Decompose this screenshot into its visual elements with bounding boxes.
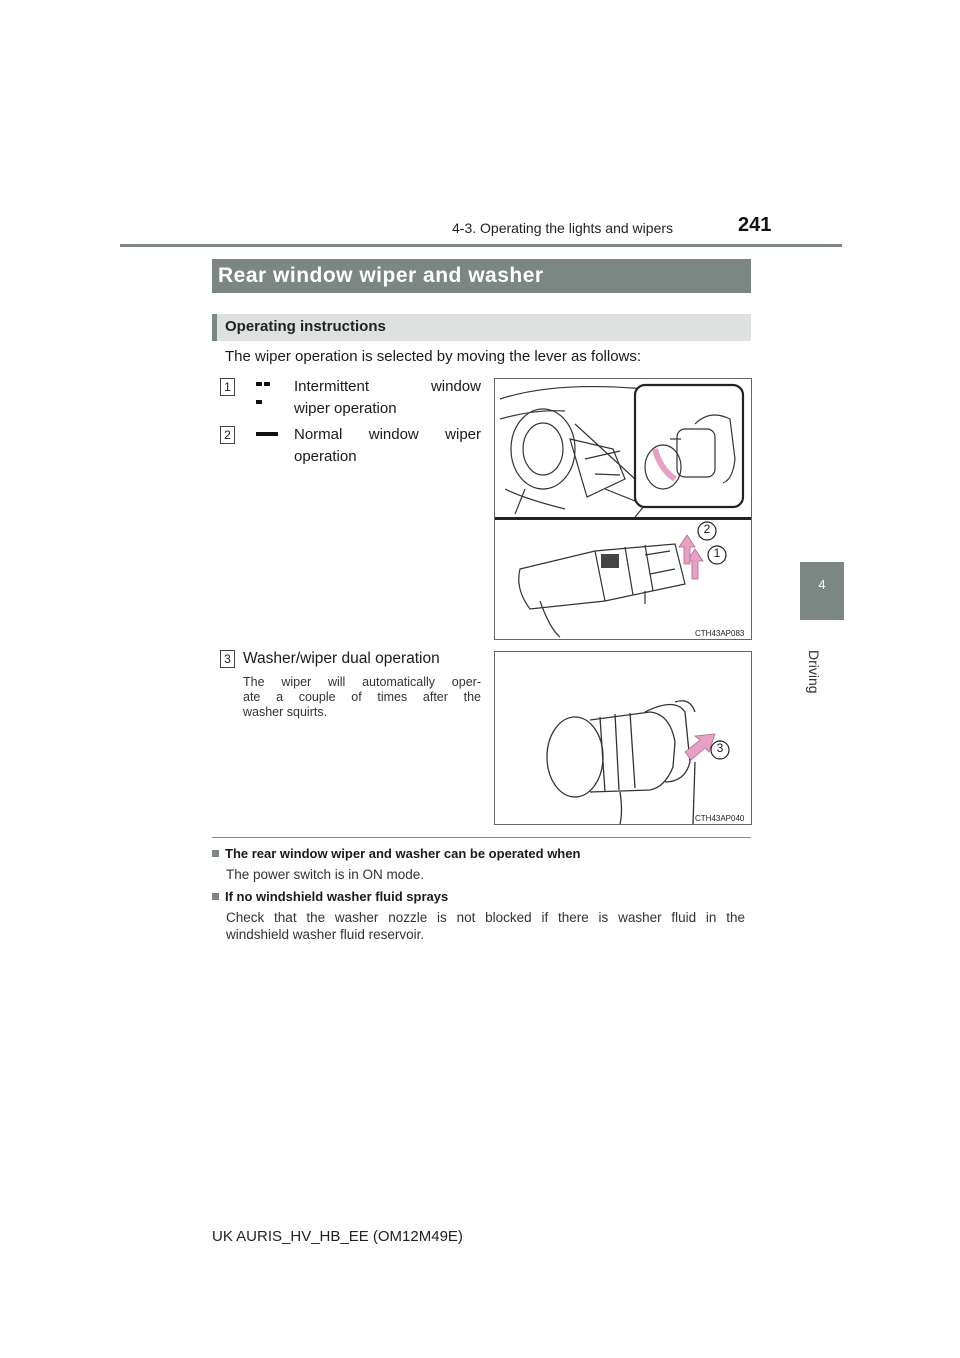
section-divider [212,837,751,838]
bullet-square-icon [212,850,219,857]
note-text-2-line1: Check that the washer nozzle is not blocked if there is washer fluid in the [226,910,745,925]
chapter-tab [800,562,844,620]
item-2-line1: Normal window wiper [294,426,481,443]
callout-1: 1 [713,546,721,560]
footer-model-code: UK AURIS_HV_HB_EE (OM12M49E) [212,1228,463,1245]
item-3-line1: Washer/wiper dual operation [243,650,440,667]
item-1-line1: Intermittent window [294,378,481,395]
item-3-note-line2: ate a couple of times after the [243,690,481,704]
bullet-square-icon [212,893,219,900]
item-3-note-line3: washer squirts. [243,705,328,719]
note-text-2-line2: windshield washer fluid reservoir. [226,927,425,942]
note-text-1: The power switch is in ON mode. [226,867,425,882]
figure-wiper-lever-positions [494,378,752,640]
note-heading-1: The rear window wiper and washer can be operated when [212,846,580,861]
callout-3: 3 [716,741,724,755]
intermittent-dash-icon [256,382,278,387]
page-title: Rear window wiper and washer [218,264,544,287]
lever-illustration [495,379,751,639]
section-title: 4-3. Operating the lights and wipers [452,220,674,236]
item-number-1: 1 [220,378,235,396]
page-title-bar [212,259,751,293]
subheading: Operating instructions [225,318,386,335]
item-3-note-line1: The wiper will automatically oper- [243,675,481,689]
page-number: 241 [738,214,772,236]
callout-2: 2 [703,522,711,536]
item-number-2: 2 [220,426,235,444]
figure-washer-operation [494,651,752,825]
normal-dash-icon [256,432,278,436]
header-rule [120,244,842,247]
figure-code: CTH43AP040 [695,814,745,823]
washer-illustration [495,652,751,824]
chapter-label: Driving [806,650,822,694]
item-2-line2: operation [294,448,357,465]
item-number-3: 3 [220,650,235,668]
subheading-bar [212,314,751,341]
intro-text: The wiper operation is selected by moving the lever as follows: [225,348,642,365]
chapter-number: 4 [818,577,826,592]
subheading-accent [212,314,217,341]
figure-code: CTH43AP083 [695,629,745,638]
note-heading-2: If no windshield washer fluid sprays [212,889,448,904]
item-1-line2: wiper operation [294,400,397,417]
